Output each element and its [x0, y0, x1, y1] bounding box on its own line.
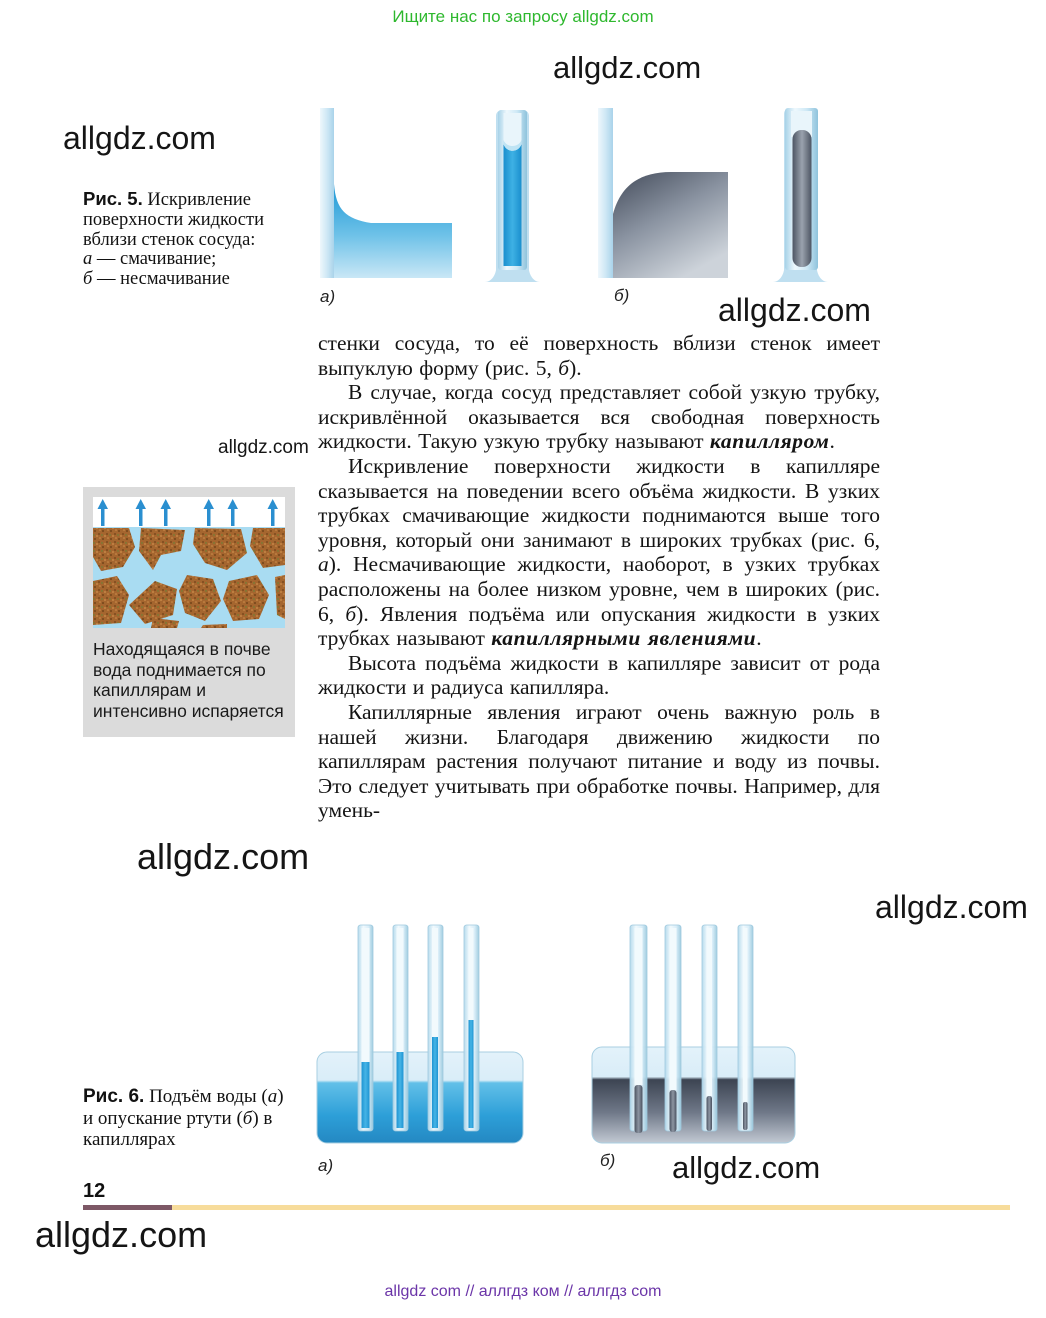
figure5-item-b-text: — несмачивание	[92, 269, 230, 290]
text-run-italic: а	[318, 552, 329, 577]
text-run: .	[756, 626, 762, 651]
soil-note-box	[83, 487, 295, 737]
figure5b-capillary-tube	[773, 108, 828, 282]
figure5-caption	[83, 189, 279, 290]
figure6-number: Рис. 6.	[83, 1086, 145, 1107]
figure5a-capillary-tube	[485, 110, 540, 282]
figure5b-wall-mercury	[598, 108, 728, 278]
figure6b-mercury-vessel	[592, 925, 795, 1143]
figure5-item-a-text: — смачивание;	[92, 249, 217, 270]
soil-illustration	[93, 497, 285, 628]
text-run: .	[829, 429, 835, 454]
paragraph	[318, 651, 880, 700]
text-run: стенки сосуда, то её поверхность вблизи стенок имеет выпуклую форму (рис. 5,	[318, 331, 880, 380]
watermark: allgdz.com	[218, 437, 309, 458]
figure5-illustration	[315, 96, 860, 311]
watermark: allgdz.com	[875, 889, 1028, 925]
term-capillary: капилляром	[709, 429, 830, 454]
figure6a-label: а)	[318, 1156, 334, 1175]
term-capillary-phenomena: капиллярными явлениями	[491, 626, 757, 651]
paragraph	[318, 331, 880, 380]
page-number: 12	[83, 1180, 106, 1202]
text-run: Высота подъёма жидкости в капилляре зависит от рода жидкости и радиуса капилляра.	[318, 650, 880, 700]
figure6-caption-text: Подъём воды (	[144, 1086, 268, 1107]
paragraph	[318, 380, 880, 454]
footer-rule	[83, 1205, 1010, 1210]
watermark: allgdz.com	[672, 1150, 821, 1185]
figure6-caption-letter-a: а	[267, 1086, 278, 1107]
footer-rule-accent	[83, 1205, 172, 1210]
paragraph	[318, 454, 880, 651]
watermark: allgdz.com	[137, 836, 310, 877]
promo-line: Ищите нас по запросу allgdz.com	[392, 7, 654, 26]
figure5-number: Рис. 5.	[83, 188, 143, 209]
figure6-caption-text: ) и опускание ртути (	[83, 1086, 284, 1129]
figure5-caption-text: Искривление поверхности жидкости вблизи стенок сосуда:	[83, 190, 264, 250]
text-run: ). Явления подъёма или опускания жидкости в узких трубках называют	[318, 601, 880, 651]
figure6b-label: б)	[600, 1151, 616, 1170]
text-run: В случае, когда сосуд представляет собой узкую трубку, искривлённой оказывается вся свободная поверхность жидкости. Такую узкую трубку называют	[318, 380, 880, 454]
text-run-italic: б	[345, 601, 357, 626]
figure6a-water-vessel	[317, 925, 523, 1143]
text-run: ). Несмачивающие жидкости, наоборот, в узких трубках расположены на более низком уровне, чем в широких (рис. 6,	[318, 552, 880, 626]
figure6-caption-text: ) в капиллярах	[83, 1107, 273, 1150]
figure5a-label: а)	[320, 287, 336, 306]
figure6-caption-letter-b: б	[242, 1107, 253, 1129]
text-run-italic: б	[558, 355, 570, 380]
text-run: ).	[569, 355, 582, 380]
text-run: Искривление поверхности жидкости в капилляре сказывается на поведении всего объёма жидкости. В узких трубках смачивающие жидкости поднимаются выше того уровня, который они занимают в широких трубках (рис. 6,	[318, 453, 880, 552]
watermark: allgdz.com	[63, 120, 216, 156]
site-footer-line: allgdz com // аллгдз ком // аллгдз com	[384, 1283, 662, 1300]
figure5-item-a-letter: а	[83, 249, 93, 270]
watermark: allgdz.com	[553, 50, 702, 85]
figure5-item-b-letter: б	[83, 269, 93, 290]
figure5b-label: б)	[614, 286, 630, 305]
figure6-illustration	[315, 918, 815, 1150]
watermark: allgdz.com	[718, 292, 871, 328]
paragraph	[318, 700, 880, 823]
figure6-caption	[83, 1086, 288, 1151]
soil-note-caption: Находящаяся в почве вода поднимается по капиллярам и интенсивно испаряется	[93, 639, 284, 721]
watermark: allgdz.com	[35, 1214, 208, 1255]
figure5a-wall-liquid	[320, 108, 452, 278]
text-run: Капиллярные явления играют очень важную роль в нашей жизни. Благодаря движению жидкости по капиллярам растения получают питание и воду из почвы. Это следует учитывать при обработке почвы. Например, для умень-	[318, 699, 880, 823]
main-text	[318, 331, 880, 823]
